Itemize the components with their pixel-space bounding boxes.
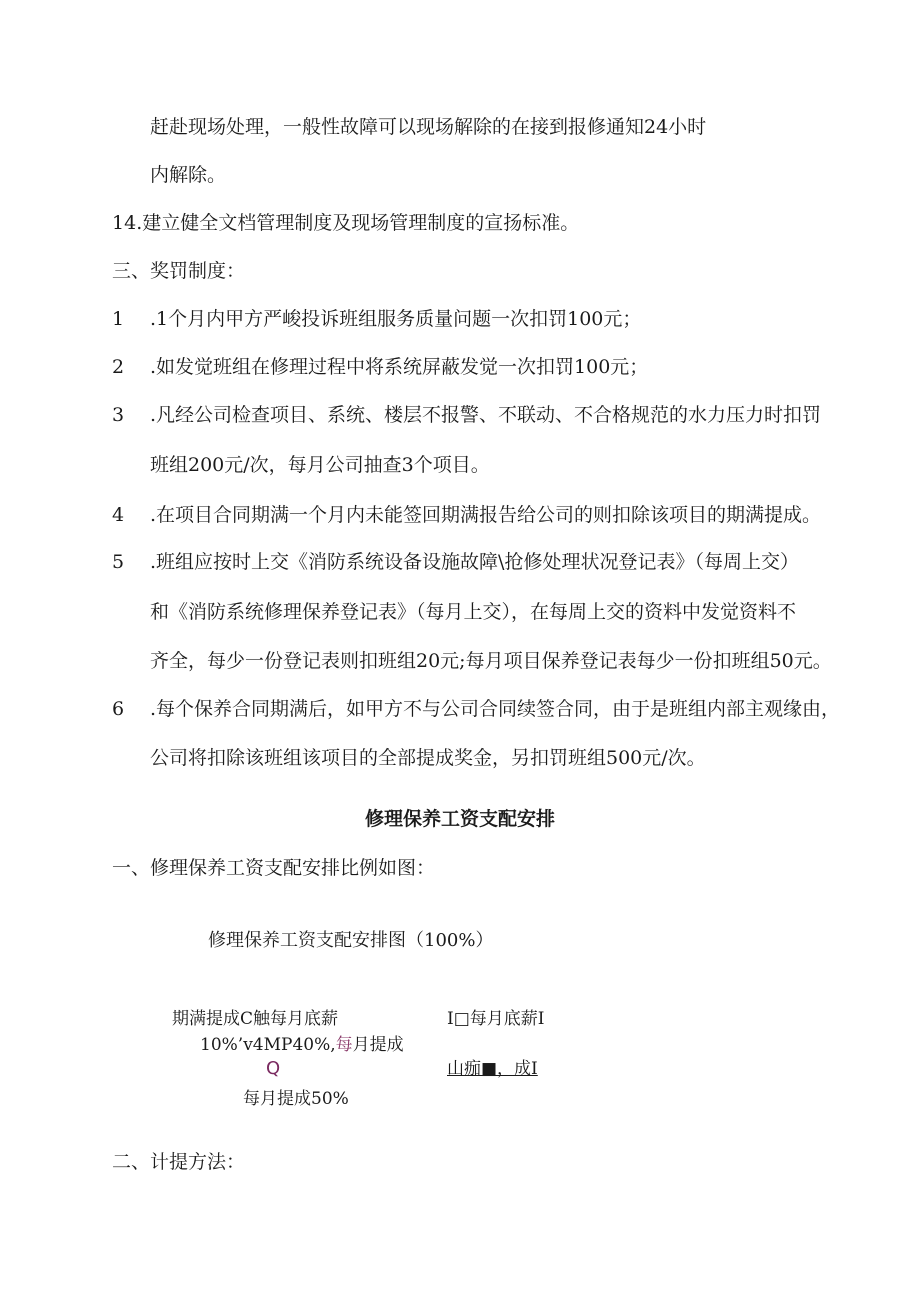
- list-text: .班组应按时上交《消防系统设备设施故障\抢修处理状况登记表》（每周上交）: [150, 551, 799, 573]
- list-item-1: [112, 306, 641, 332]
- chart-label-suffix: 月提成: [352, 1035, 404, 1055]
- chart-label-percent: 10%’v4MP40%,: [200, 1035, 336, 1055]
- chart-label-accent: 每: [335, 1035, 353, 1055]
- section-heading-method: 二、计提方法：: [112, 1151, 246, 1173]
- list-text: .如发觉班组在修理过程中将系统屏蔽发觉一次扣罚100元；: [150, 356, 649, 378]
- list-item-2: [112, 354, 648, 380]
- list-number: 1: [112, 308, 125, 330]
- section-title: 修理保养工资支配安排: [364, 808, 555, 830]
- paragraph-line: 齐全，每少一份登记表则扣班组20元;每月项目保养登记表每少一份扣班组50元。: [150, 650, 832, 672]
- paragraph-line: 公司将扣除该班组该项目的全部提成奖金，另扣罚班组500元/次。: [150, 747, 706, 769]
- chart-legend-item: I□每月底薪I: [447, 1009, 545, 1029]
- chart-title: 修理保养工资支配安排图（100%）: [208, 930, 494, 951]
- list-number: 6: [112, 698, 125, 720]
- list-item-5: [112, 549, 799, 575]
- paragraph-line: 和《消防系统修理保养登记表》（每月上交），在每周上交的资料中发觉资料不: [150, 601, 797, 623]
- list-text: .在项目合同期满一个月内未能签回期满报告给公司的则扣除该项目的期满提成。: [150, 504, 822, 526]
- list-item-4: [112, 502, 821, 528]
- paragraph-line: 内解除。: [150, 164, 227, 186]
- list-text: .1个月内甲方严峻投诉班组服务质量问题一次扣罚100元；: [150, 308, 642, 330]
- chart-label-bottom: 每月提成50%: [243, 1089, 349, 1109]
- list-item-3: [112, 402, 821, 428]
- list-text: .每个保养合同期满后，如甲方不与公司合同续签合同，由于是班组内部主观缘由，: [150, 698, 841, 720]
- chart-label-top: 期满提成C触每月底薪: [172, 1009, 339, 1029]
- section-heading-ratio: 一、修理保养工资支配安排比例如图：: [112, 857, 436, 879]
- list-item-14: [112, 210, 579, 236]
- list-number: 4: [112, 504, 125, 526]
- section-heading-rewards: 三、奖罚制度：: [112, 260, 246, 282]
- paragraph-line: 赶赴现场处理，一般性故障可以现场解除的在接到报修通知24小时: [150, 116, 707, 138]
- chart-q-mark: Q: [266, 1058, 281, 1079]
- list-number: 2: [112, 356, 125, 378]
- paragraph-line: 班组200元/次，每月公司抽查3个项目。: [150, 454, 490, 476]
- list-number: 5: [112, 551, 125, 573]
- chart-legend-item: 山痂■，成I: [447, 1059, 538, 1079]
- list-number: 3: [112, 404, 125, 426]
- list-text: .建立健全文档管理制度及现场管理制度的宣扬标准。: [136, 212, 580, 234]
- list-item-6: [112, 696, 840, 722]
- chart-label-middle: [200, 1034, 404, 1056]
- list-number: 14: [112, 212, 137, 234]
- list-text: .凡经公司检查项目、系统、楼层不报警、不联动、不合格规范的水力压力时扣罚: [150, 404, 822, 426]
